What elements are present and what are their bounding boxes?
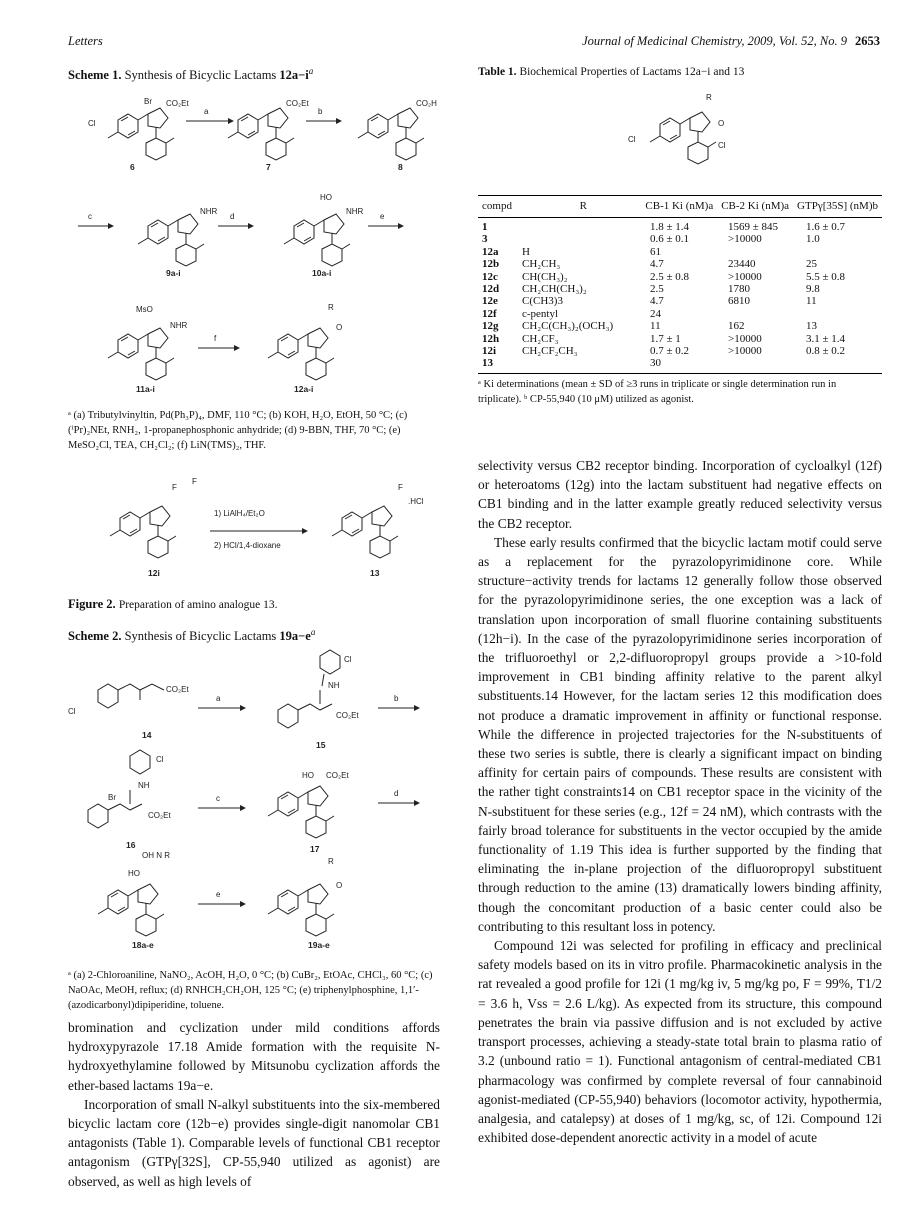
- figure2-caption-prefix: Figure 2.: [68, 597, 116, 611]
- cell-cb2: 6810: [728, 295, 750, 308]
- scheme1-title-bold: 12a−i: [279, 68, 309, 83]
- cell-gtp: 25: [806, 258, 817, 271]
- scheme1-arrow-label-d: d: [230, 212, 235, 221]
- table1-title-prefix: Table 1.: [478, 66, 517, 78]
- running-header-right: [582, 34, 880, 49]
- scheme1-cl-label: Cl: [88, 119, 96, 128]
- table-row: [478, 357, 882, 369]
- scheme1-title-sup: a: [308, 66, 314, 76]
- table1-structure: [620, 86, 760, 186]
- cell-r: CH₂CF₃: [522, 332, 559, 345]
- body-paragraph: These early results confirmed that the bicyclic lactam motif could serve as a replacement for the pyrazolopyrimidinone core. While structure−activity trends for lactams 12 generally follow those observed for the pyrazolopyrimidinone series, the one exception was a lack of translation upon incorporation of small fluorine containing substituents (12h−i). In the case of the pyrazolopyrimidinone series incorporation of the trifluoroethyl or 2,2-difluoropropyl groups provide a >10-fold improvement in CB1 binding affinity relative to the parent alkyl substituents.14 However, for the lactam series 12 this modification does not produce a dramatic improvement in affinity or functional response. While the difference in projected trajectories for the N-substituents of these two series is subtle, there is clearly a significant impact on binding affinity for certain pairs of compounds. These results are consistent with the rather tight constraints14 on CB1 receptor space in the vicinity of the N-substituent for these series (e.g., 12f = 24 nM), which contrasts with the fairly broad tolerance for substituents in the vector occupied by the amide functionality of 1.19 This idea is further supported by the finding that eliminating the in-plane projection of the difluoropropyl substituent through reduction to the amine (13) dramatically lowers binding affinity, though the concomitant production of a basic center could also be contributing to this resultant loss in potency.: [478, 534, 882, 934]
- cell-cb2: >10000: [728, 233, 762, 246]
- cell-cb2: 1780: [728, 283, 750, 296]
- cell-r: c-pentyl: [522, 307, 559, 320]
- scheme1-o-label: O: [336, 323, 343, 332]
- scheme1-title: [68, 66, 313, 83]
- compound-7-structure: [228, 99, 309, 160]
- table-row: [478, 295, 882, 307]
- cell-compd: 1: [482, 221, 488, 233]
- scheme1-arrow-label-a: a: [204, 107, 209, 116]
- header-compd: compd: [482, 200, 512, 212]
- compound-19-structure: [268, 857, 342, 936]
- scheme2-cl-label: Cl: [344, 655, 352, 664]
- scheme2-arrow-label-e: e: [216, 890, 221, 899]
- compound-6-structure: [88, 97, 189, 160]
- compound-10-label: 10a-i: [312, 268, 332, 278]
- page-number: 2653: [855, 34, 880, 48]
- table-row: [478, 258, 882, 270]
- header-gtp: GTPγ[35S] (nM)b: [797, 200, 878, 212]
- scheme2-ho-label: HO: [128, 869, 140, 878]
- table1-cl-label: Cl: [628, 135, 636, 144]
- figure2-f-label: F: [172, 483, 177, 492]
- header-cb2: CB-2 Ki (nM)a: [721, 200, 790, 212]
- cell-cb1: 2.5: [650, 283, 664, 296]
- cell-gtp: 9.8: [806, 283, 820, 296]
- compound-9-label: 9a-i: [166, 268, 181, 278]
- compound-12i-structure: [110, 477, 197, 558]
- cell-r: [518, 357, 646, 369]
- scheme2-nh-label: NH: [138, 781, 150, 790]
- header-r: R: [579, 200, 587, 212]
- scheme2-co2et-label: CO₂Et: [326, 771, 349, 780]
- table1-title: [478, 66, 744, 78]
- compound-18-structure: [98, 851, 170, 936]
- scheme2-title-text: Synthesis of Bicyclic Lactams: [124, 629, 280, 644]
- cell-compd: 13: [482, 357, 493, 370]
- cell-compd: 12c: [482, 270, 498, 283]
- cell-compd: 12d: [482, 283, 500, 296]
- compound-10-structure: [284, 193, 364, 266]
- left-column-body: [68, 1018, 440, 1191]
- compound-13-structure: [332, 483, 424, 558]
- cell-cb1: 24: [650, 307, 661, 320]
- scheme2-arrow-label-d: d: [394, 789, 399, 798]
- cell-cb2: >10000: [728, 270, 762, 283]
- cell-gtp: 11: [806, 295, 817, 308]
- table-row: [478, 308, 882, 320]
- table-row: [478, 271, 882, 283]
- figure2-step2: 2) HCl/1,4-dioxane: [214, 541, 281, 550]
- table1-top-rule: [478, 195, 882, 196]
- table-row: [478, 233, 882, 245]
- scheme2-footnote: ᵃ (a) 2-Chloroaniline, NaNO₂, AcOH, H₂O, 0 °C; (b) CuBr₂, EtOAc, CHCl₃, 60 °C; (c) NaOAc, MeOH, reflux; (d) RNHCH₂CH₂OH, 125 °C; (e) triphenylphosphine, 1,1′-(azodicarbonyl)dipiperidine, toluene.: [68, 970, 433, 1012]
- cell-gtp: [802, 308, 882, 320]
- cell-r: [518, 221, 646, 233]
- cell-cb2: 1569 ± 845: [728, 221, 779, 233]
- cell-gtp: 3.1 ± 1.4: [806, 332, 846, 345]
- scheme2-oh-n-label: OH N R: [142, 851, 170, 860]
- figure2-caption: [68, 597, 278, 612]
- cell-r: CH(CH₃)₂: [522, 270, 568, 283]
- cell-cb2: [724, 246, 802, 258]
- table-row: [478, 333, 882, 345]
- scheme1-mso-label: MsO: [136, 305, 153, 314]
- figure2-f-label: F: [398, 483, 403, 492]
- scheme2-cl-label: Cl: [68, 707, 76, 716]
- compound-7-label: 7: [266, 162, 271, 172]
- scheme1-co2et-label: CO₂Et: [286, 99, 309, 108]
- compound-6-label: 6: [130, 162, 135, 172]
- cell-r: CH₂CH₃: [522, 258, 561, 271]
- cell-compd: 12i: [482, 345, 497, 358]
- scheme1-arrow-label-b: b: [318, 107, 323, 116]
- scheme2-br-label: Br: [108, 793, 116, 802]
- cell-gtp: 1.0: [806, 233, 820, 246]
- cell-compd: 12b: [482, 258, 500, 271]
- cell-gtp: 1.6 ± 0.7: [806, 221, 846, 233]
- cell-r: CH₂CH(CH₃)₂: [522, 283, 587, 296]
- cell-compd: 3: [482, 233, 488, 246]
- figure2-f-label: F: [192, 477, 197, 486]
- cell-cb1: 4.7: [650, 295, 664, 308]
- cell-gtp: 13: [806, 320, 817, 333]
- scheme1-arrow-label-f: f: [214, 334, 217, 343]
- figure2-step1: 1) LiAlH₄/Et₂O: [214, 509, 265, 518]
- cell-gtp: [802, 357, 882, 369]
- header-cb1: CB-1 Ki (nM)a: [645, 200, 714, 212]
- compound-12i-label: 12i: [148, 568, 160, 578]
- scheme1-title-prefix: Scheme 1.: [68, 68, 122, 83]
- table1-bottom-rule: [478, 373, 882, 374]
- table-row: [478, 246, 882, 258]
- cell-cb2: [724, 308, 802, 320]
- compound-17-structure: [268, 771, 349, 838]
- scheme1-r-label: R: [328, 303, 334, 312]
- table1-header-row: [478, 200, 882, 213]
- scheme1-title-text: Synthesis of Bicyclic Lactams: [124, 68, 280, 83]
- table-row: [478, 345, 882, 357]
- table1: [478, 195, 882, 407]
- body-paragraph: bromination and cyclization under mild conditions affords hydroxypyrazole 17.18 Amide formation with the requisite N-hydroxyethylamine followed by Mitsunobu cyclization affords the ether-based lactams 19a−e.: [68, 1020, 440, 1093]
- cell-cb2: 162: [728, 320, 745, 333]
- scheme1-co2et-label: CO₂Et: [166, 99, 189, 108]
- cell-compd: 12f: [482, 307, 497, 320]
- scheme2-arrow-label-a: a: [216, 694, 221, 703]
- table-row: [478, 320, 882, 332]
- cell-cb1: 4.7: [650, 258, 664, 271]
- body-paragraph: Compound 12i was selected for profiling in efficacy and preclinical safety models based on its in vitro profile. Pharmacokinetic analysis in the rat revealed a good profile for 12i (1 mg/kg iv, 5 mg/kg po, F = 99%, T1/2 = 3.6 h, Vss = 2.6 L/kg). As expected from its structure, this compound penetrates the brain via passive diffusion and is not excluded by active transport processes, achieving a steady-state total brain to plasma ratio of 3.2 (unbound ratio = 1). Functional antagonism of central-mediated CB1 pharmacology was confirmed by complete reversal of four cannabinoid agonist-mediated (CP-55,940) behaviors (locomotor activity, hypothermia, analgesia, and catalepsy) at doses of 1 mg/kg, sc, of 12i. Compound 12i exhibited dose-dependent anorectic activity in a model of acute: [478, 938, 882, 1146]
- compound-12-label: 12a-i: [294, 384, 314, 394]
- body-paragraph: selectivity versus CB2 receptor binding. Incorporation of cycloalkyl (12f) or heteroatoms (12g) into the lactam substituent had negative effects on CB1 binding and in the latter example greatly reduced selectivity versus the CB2 receptor.: [478, 458, 882, 531]
- cell-gtp: 0.8 ± 0.2: [806, 345, 846, 358]
- compound-14-structure: [98, 684, 164, 708]
- cell-r: C(CH3)3: [522, 295, 563, 308]
- cell-cb1: 2.5 ± 0.8: [650, 270, 690, 283]
- cell-gtp: 5.5 ± 0.8: [806, 270, 846, 283]
- compound-17-label: 17: [310, 844, 320, 854]
- compound-9-structure: [138, 207, 218, 266]
- cell-compd: 12e: [482, 295, 498, 308]
- cell-cb2: >10000: [728, 345, 762, 358]
- scheme2-co2et-label: CO₂Et: [336, 711, 359, 720]
- cell-cb1: 0.6 ± 0.1: [650, 233, 690, 246]
- cell-cb2: [724, 357, 802, 369]
- scheme1-nhr-label: NHR: [346, 207, 364, 216]
- table1-grid: [478, 200, 882, 213]
- body-paragraph: Incorporation of small N-alkyl substituents into the six-membered bicyclic lactam core (12b−e) provides single-digit nanomolar CB1 antagonists (Table 1). Comparable levels of functional CB1 receptor antagonism (GTPγ[32S], CP-55,940 utilized as agonist) are observed, as well as high levels of: [68, 1096, 440, 1189]
- compound-12-structure: [268, 303, 342, 380]
- table1-cl2-label: Cl: [718, 141, 726, 150]
- scheme1-nhr-label: NHR: [170, 321, 188, 330]
- cell-cb1: 61: [650, 245, 661, 258]
- journal-citation: Journal of Medicinal Chemistry, 2009, Vol. 52, No. 9: [582, 34, 847, 48]
- scheme1-ho-label: HO: [320, 193, 332, 202]
- table1-r-label: R: [706, 93, 712, 102]
- figure2-caption-text: Preparation of amino analogue 13.: [118, 599, 278, 611]
- cell-r: CH₂C(CH₃)₂(OCH₃): [522, 320, 614, 333]
- scheme1-footnote: ᵃ (a) Tributylvinyltin, Pd(Ph₃P)₄, DMF, 110 °C; (b) KOH, H₂O, EtOH, 50 °C; (c) (ⁱPr)₂NEt, RNH₂, 1-propanephosphonic anhydride; (d) 9-BBN, THF, 70 °C; (e) MeSO₂Cl, TEA, CH₂Cl₂; (f) LiN(TMS)₂, THF.: [68, 410, 408, 452]
- compound-18-label: 18a-e: [132, 940, 154, 948]
- compound-8-label: 8: [398, 162, 403, 172]
- scheme2-arrow-label-c: c: [216, 794, 220, 803]
- scheme2-cl-label: Cl: [156, 755, 164, 764]
- scheme2-graphic: [68, 648, 458, 948]
- compound-16-label: 16: [126, 840, 136, 850]
- cell-compd: 12h: [482, 332, 500, 345]
- figure2-hcl-label: .HCl: [408, 497, 424, 506]
- scheme1-nhr-label: NHR: [200, 207, 218, 216]
- table1-o-label: O: [718, 119, 725, 128]
- scheme1-co2h-label: CO₂H: [416, 99, 437, 108]
- scheme2-arrow-label-b: b: [394, 694, 399, 703]
- scheme1-br-label: Br: [144, 97, 152, 106]
- compound-14-label: 14: [142, 730, 152, 740]
- cell-r: H: [522, 245, 530, 258]
- scheme2-title: [68, 627, 315, 644]
- table1-header-rule: [478, 217, 882, 218]
- compound-11-label: 11a-i: [136, 384, 155, 394]
- cell-cb1: 1.8 ± 1.4: [650, 221, 690, 233]
- cell-cb2: >10000: [728, 332, 762, 345]
- cell-cb2: 23440: [728, 258, 756, 271]
- table-row: [478, 221, 882, 233]
- compound-19-label: 19a-e: [308, 940, 330, 948]
- table1-footnote: ᵃ Ki determinations (mean ± SD of ≥3 runs in triplicate or single determination run in triplicate). ᵇ CP-55,940 (10 μM) utilized as agonist.: [478, 378, 837, 406]
- scheme2-title-bold: 19a−e: [279, 629, 311, 644]
- scheme2-ho-label: HO: [302, 771, 314, 780]
- cell-r: [518, 233, 646, 245]
- compound-13-label: 13: [370, 568, 380, 578]
- running-header-left: Letters: [68, 34, 103, 48]
- table-row: [478, 283, 882, 295]
- scheme1-graphic: [68, 86, 458, 426]
- cell-cb1: 1.7 ± 1: [650, 332, 681, 345]
- cell-cb1: 0.7 ± 0.2: [650, 345, 690, 358]
- scheme2-nh-label: NH: [328, 681, 340, 690]
- right-column-body: [478, 456, 882, 1147]
- cell-cb1: 11: [650, 320, 661, 333]
- compound-15-label: 15: [316, 740, 326, 750]
- cell-gtp: [802, 246, 882, 258]
- figure2-graphic: [80, 476, 440, 586]
- scheme1-arrow-label-e: e: [380, 212, 385, 221]
- scheme2-co2et-label: CO₂Et: [166, 685, 189, 694]
- scheme2-o-label: O: [336, 881, 343, 890]
- cell-compd: 12a: [482, 245, 499, 258]
- scheme2-title-sup: a: [310, 627, 316, 637]
- table1-body: [478, 221, 882, 370]
- cell-compd: 12g: [482, 320, 499, 333]
- cell-cb1: 30: [650, 357, 661, 370]
- cell-r: CH₂CF₂CH₃: [522, 345, 578, 358]
- scheme2-r-label: R: [328, 857, 334, 866]
- table1-title-text: Biochemical Properties of Lactams 12a−i and 13: [519, 66, 745, 78]
- compound-11-structure: [108, 305, 188, 380]
- scheme1-arrow-label-c: c: [88, 212, 92, 221]
- scheme2-co2et-label: CO₂Et: [148, 811, 171, 820]
- scheme2-title-prefix: Scheme 2.: [68, 629, 122, 644]
- compound-8-structure: [358, 99, 437, 160]
